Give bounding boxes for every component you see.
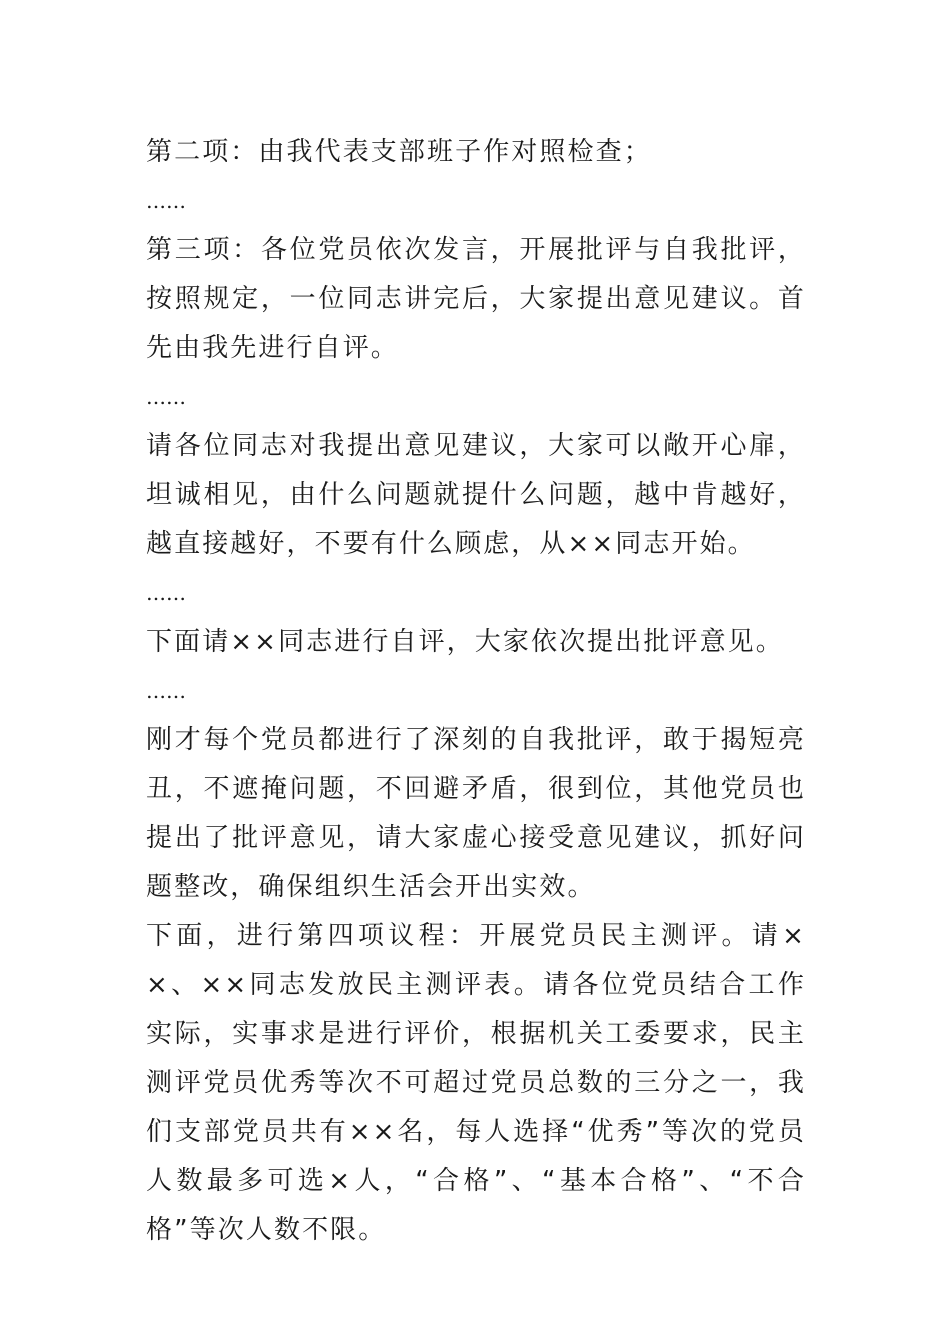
ellipsis-line: …… [146, 581, 186, 605]
ellipsis-line: …… [146, 385, 186, 409]
ellipsis-line: …… [146, 189, 186, 213]
paragraph-next-self-review: 下面请××同志进行自评，大家依次提出批评意见。 [146, 627, 784, 657]
paragraph-request-opinions: 请各位同志对我提出意见建议，大家可以敞开心扉，坦诚相见，由什么问题就提什么问题，越中肯越好，越直接越好，不要有什么顾虑，从××同志开始。 [146, 431, 806, 559]
paragraph-item-3: 第三项：各位党员依次发言，开展批评与自我批评，按照规定，一位同志讲完后，大家提出意见建议。首先由我先进行自评。 [146, 235, 806, 363]
paragraph-item-4: 下面，进行第四项议程：开展党员民主测评。请××、××同志发放民主测评表。请各位党员结合工作实际，实事求是进行评价，根据机关工委要求，民主测评党员优秀等次不可超过党员总数的三分之一，我们支部党员共有××名，每人选择“优秀”等次的党员人数最多可选×人，“合格”、“基本合格”、“不合格”等次人数不限。 [146, 921, 806, 1245]
document-body [146, 128, 806, 1255]
ellipsis-line: …… [146, 679, 186, 703]
paragraph-item-2: 第二项：由我代表支部班子作对照检查； [146, 137, 652, 167]
paragraph-summary: 刚才每个党员都进行了深刻的自我批评，敢于揭短亮丑，不遮掩问题，不回避矛盾，很到位，其他党员也提出了批评意见，请大家虚心接受意见建议，抓好问题整改，确保组织生活会开出实效。 [146, 725, 806, 902]
